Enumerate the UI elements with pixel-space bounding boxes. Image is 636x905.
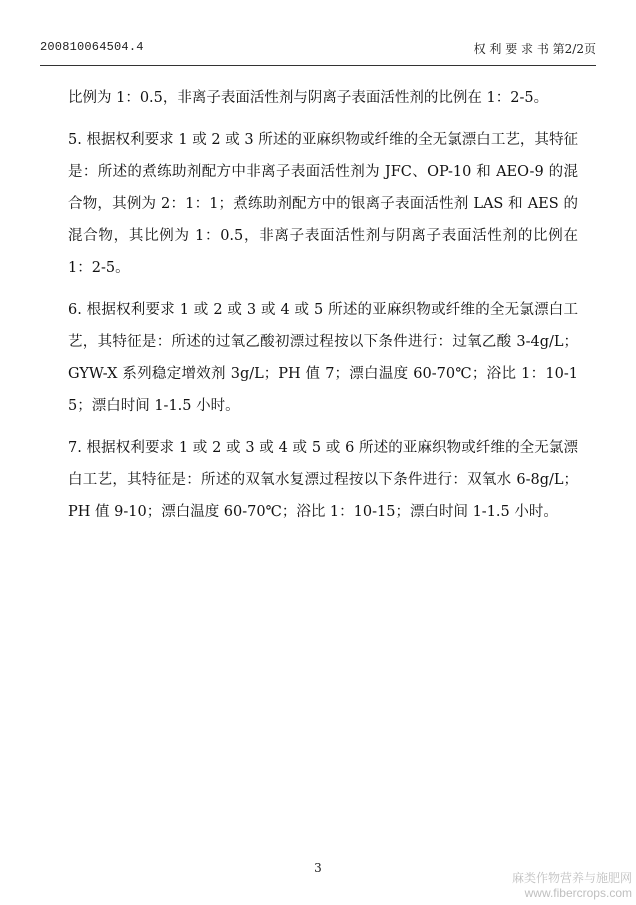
claim-6: 6. 根据权利要求 1 或 2 或 3 或 4 或 5 所述的亚麻织物或纤维的全无氯漂白工艺，其特征是：所述的过氧乙酸初漂过程按以下条件进行：过氧乙酸 3-4g/L；GYW-X 系列稳定增效剂 3g/L；PH 值 7；漂白温度 60-70℃；浴比 1：10-15；漂白时间 1-1.5 小时。	[68, 302, 578, 414]
site-watermark	[512, 871, 632, 901]
page-indicator: 第2/2页	[552, 42, 596, 56]
watermark-site-name: 麻类作物营养与施肥网	[511, 871, 632, 885]
header-section-title	[474, 40, 596, 57]
page-number: 3	[314, 861, 322, 875]
document-number: 200810064504.4	[40, 40, 144, 54]
watermark-url: www.fibercrops.com	[524, 886, 632, 900]
header-divider	[40, 65, 596, 66]
claim-continuation: 比例为 1：0.5，非离子表面活性剂与阴离子表面活性剂的比例在 1：2-5。	[68, 90, 549, 106]
section-title: 权 利 要 求 书	[473, 42, 549, 56]
page-header	[40, 40, 596, 62]
claim-7: 7. 根据权利要求 1 或 2 或 3 或 4 或 5 或 6 所述的亚麻织物或纤维的全无氯漂白工艺，其特征是：所述的双氧水复漂过程按以下条件进行：双氧水 6-8g/L；PH 值 9-10；漂白温度 60-70℃；浴比 1：10-15；漂白时间 1-1.5 小时。	[68, 440, 578, 520]
claim-5: 5. 根据权利要求 1 或 2 或 3 所述的亚麻织物或纤维的全无氯漂白工艺，其特征是：所述的煮练助剂配方中非离子表面活性剂为 JFC、OP-10 和 AEO-9 的混合物，其例为 2：1：1；煮练助剂配方中的银离子表面活性剂 LAS 和 AES 的混合物，其比例为 1：0.5，非离子表面活性剂与阴离子表面活性剂的比例在 1：2-5。	[68, 132, 578, 276]
claims-body	[68, 82, 578, 538]
